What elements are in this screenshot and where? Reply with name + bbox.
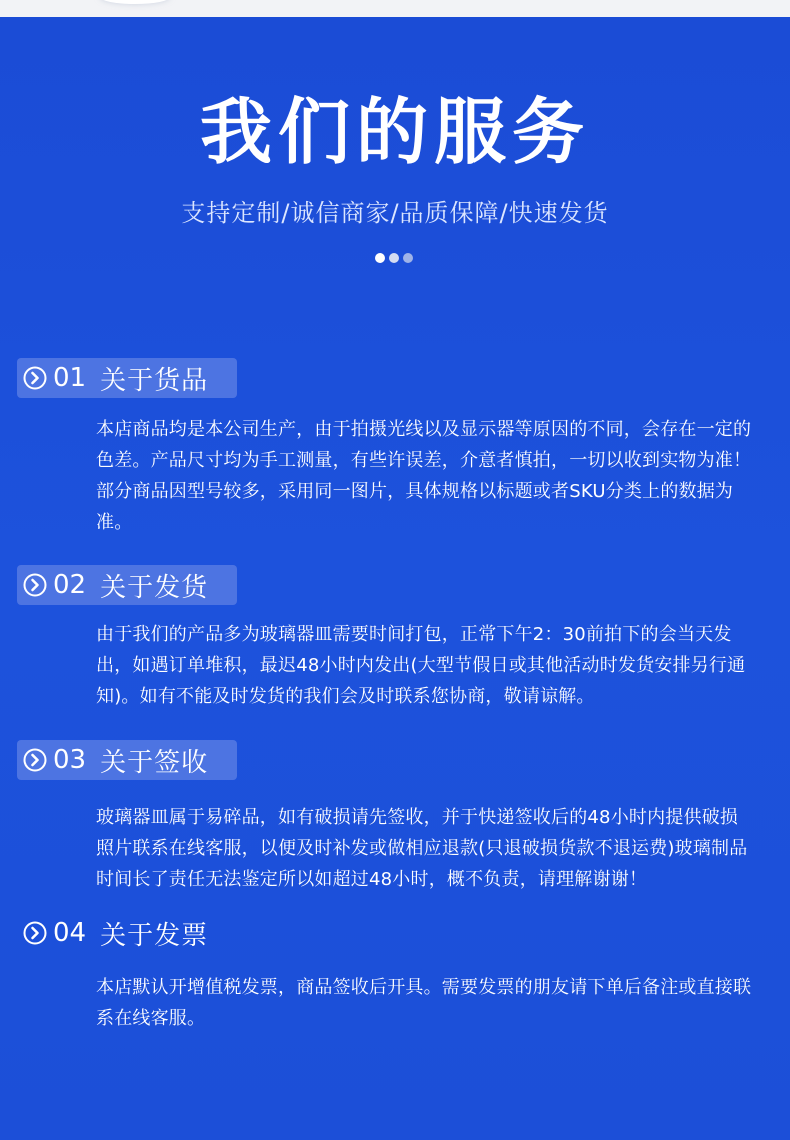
section-number: 04 — [53, 918, 87, 948]
chevron-right-circle-icon — [23, 573, 47, 597]
top-decoration — [100, 0, 170, 4]
section-body: 由于我们的产品多为玻璃器皿需要时间打包，正常下午2：30前拍下的会当天发出，如遇订单堆积，最迟48小时内发出(大型节假日或其他活动时发货安排另行通知)。如有不能及时发货的我们会及时联系您协商，敬请谅解。 — [96, 624, 746, 707]
chevron-right-circle-icon — [23, 748, 47, 772]
chevron-right-circle-icon — [23, 366, 47, 390]
dot-3 — [403, 253, 413, 263]
section-number: 03 — [53, 745, 87, 775]
page-title: 我们的服务 — [199, 90, 590, 174]
section-title: 关于签收 — [100, 747, 209, 778]
carousel-dots — [375, 253, 413, 263]
section-title: 关于货品 — [100, 365, 209, 396]
section-header-shipping — [17, 565, 237, 605]
dot-1 — [375, 253, 385, 263]
top-strip — [0, 0, 790, 17]
section-header-goods — [17, 358, 237, 398]
section-header-invoice — [17, 913, 237, 953]
dot-2 — [389, 253, 399, 263]
page-subtitle: 支持定制/诚信商家/品质保障/快速发货 — [181, 199, 609, 227]
chevron-right-circle-icon — [23, 921, 47, 945]
service-panel — [0, 17, 790, 1140]
section-title: 关于发货 — [100, 572, 209, 603]
section-header-receipt — [17, 740, 237, 780]
section-body: 玻璃器皿属于易碎品，如有破损请先签收，并于快递签收后的48小时内提供破损照片联系在线客服，以便及时补发或做相应退款(只退破损货款不退运费)玻璃制品时间长了责任无法鉴定所以如超过48小时，概不负责，请理解谢谢！ — [96, 807, 748, 890]
section-title: 关于发票 — [100, 920, 209, 951]
section-body: 本店默认开增值税发票，商品签收后开具。需要发票的朋友请下单后备注或直接联系在线客服。 — [96, 977, 752, 1029]
section-body: 本店商品均是本公司生产，由于拍摄光线以及显示器等原因的不同，会存在一定的色差。产品尺寸均为手工测量，有些许误差，介意者慎拍，一切以收到实物为准！部分商品因型号较多，采用同一图片，具体规格以标题或者SKU分类上的数据为准。 — [96, 419, 752, 533]
section-number: 01 — [53, 363, 87, 393]
section-number: 02 — [53, 570, 87, 600]
